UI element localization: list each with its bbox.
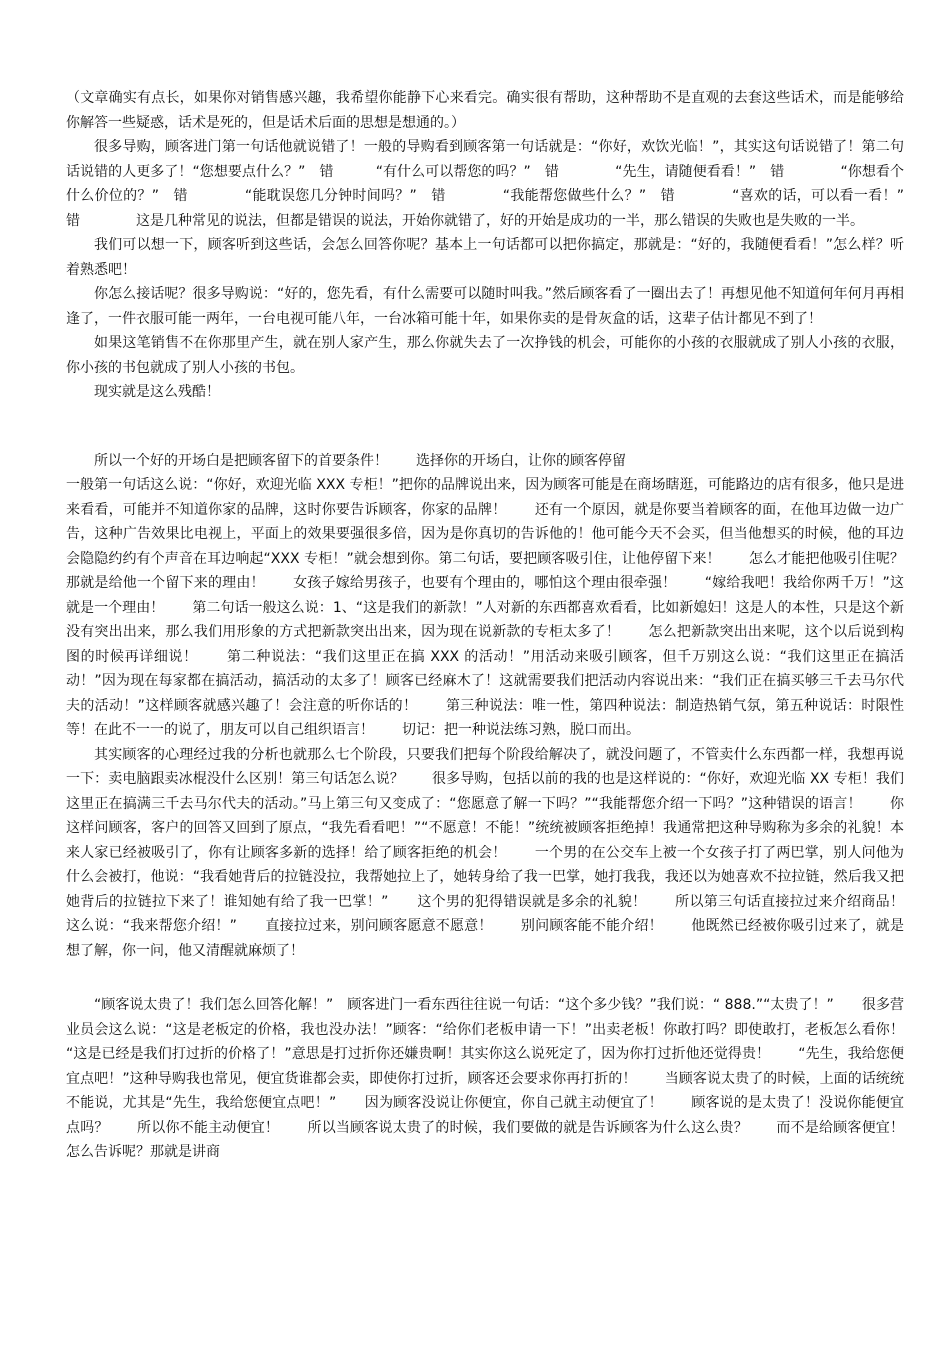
section-intro [66, 86, 918, 405]
preface-paragraph: （文章确实有点长，如果你对销售感兴趣，我希望你能静下心来看完。确实很有帮助，这种帮助不是直观的去套这些话术，而是能够给你解答一些疑惑，话术是死的，但是话术后面的思想是想通的。） [66, 90, 904, 131]
paragraph-greeting-mistakes: 很多导购，顾客进门第一句话他就说错了！一般的导购看到顾客第一句话就是：“你好，欢饮光临！”，其实这句话说错了！第二句话说错的人更多了！“您想要点什么？” 错 “有什么可以帮您的吗？” 错 “先生，请随便看看！” 错 “你想看个什么价位的？” 错 “能耽误您几分钟时间吗？” 错 “我能帮您做些什么？” 错 “喜欢的话，可以看一看！” 错 这是几种常见的说法，但都是错误的说法，开始你就错了，好的开始是成功的一半，那么错误的失败也是失败的一半。 [66, 139, 918, 229]
paragraph-opening-heading: 所以一个好的开场白是把顾客留下的首要条件！ 选择你的开场白，让你的顾客停留 [94, 452, 626, 469]
section-opening-lines [66, 449, 932, 964]
paragraph-customer-reply: 我们可以想一下，顾客听到这些话，会怎么回答你呢？基本上一句话都可以把你搞定，那就是：“好的，我随便看看！”怎么样？听着熟悉吧！ [66, 237, 904, 278]
document-page [66, 86, 932, 1165]
paragraph-how-to-respond: 你怎么接话呢？很多导购说：“好的，您先看，有什么需要可以随时叫我。”然后顾客看了一圈出去了！再想见他不知道何年何月再相逢了，一件衣服可能一两年，一台电视可能八年，一台冰箱可能十年，如果你卖的是骨灰盒的话，这辈子估计都见不到了！ [66, 286, 904, 327]
paragraph-third-sentence: 其实顾客的心理经过我的分析也就那么七个阶段，只要我们把每个阶段给解决了，就没问题了，不管卖什么东西都一样，我想再说一下：卖电脑跟卖冰棍没什么区别！第三句话怎么说？ 很多导购，包括以前的我的也是这样说的：“你好，欢迎光临 XX 专柜！我们这里正在搞满三千去马尔代夫的活动。”马上第三句又变成了：“您愿意了解一下吗？”“我能帮您介绍一下吗？”这种错误的语言！ 你这样问顾客，客户的回答又回到了原点，“我先看看吧！”“不愿意！不能！”统统被顾客拒绝掉！我通常把这种导购称为多余的礼貌！本来人家已经被吸引了，你有让顾客多新的选择！给了顾客拒绝的机会！ 一个男的在公交车上被一个女孩子打了两巴掌，别人问他为什么会被打，他说：“我看她背后的拉链没拉，我帮她拉上了，她转身给了我一巴掌，她打我我，我还以为她喜欢不拉拉链，然后我又把她背后的拉链拉下来了！谁知她有给了我一巴掌！” 这个男的犯得错误就是多余的礼貌！ 所以第三句话直接拉过来介绍商品！ 这么说：“我来帮您介绍！” 直接拉过来，别问顾客愿意不愿意！ 别问顾客能不能介绍！ 他既然已经被你吸引过来了，就是想了解，你一问，他又清醒就麻烦了！ [66, 746, 932, 959]
paragraph-too-expensive: “顾客说太贵了！我们怎么回答化解！” 顾客进门一看东西往往说一句话：“这个多少钱？”我们说：“ 888.”“太贵了！” 很多营业员会这么说：“这是老板定的价格，我也没办法！”顾客：“给你们老板申请一下！”出卖老板！你敢打吗？即使敢打，老板怎么看你！ “这是已经是我们打过折的价格了！”意思是打过折你还嫌贵啊！其实你这么说死定了，因为你打过折他还觉得贵！ “先生，我给您便宜点吧！”这种导购我也常见，便宜货谁都会卖，即使你打过折，顾客还会要求你再打折的！ 当顾客说太贵了的时候，上面的话统统不能说，尤其是“先生，我给您便宜点吧！” 因为顾客没说让你便宜，你自己就主动便宜了！ 顾客说的是太贵了！没说你能便宜点吗？ 所以你不能主动便宜！ 所以当顾客说太贵了的时候，我们要做的就是告诉顾客为什么这么贵？ 而不是给顾客便宜！ 怎么告诉呢？那就是讲商 [66, 997, 932, 1160]
section-price-objection [66, 993, 932, 1165]
paragraph-lost-sale: 如果这笔销售不在你那里产生，就在别人家产生，那么你就失去了一次挣钱的机会，可能你的小孩的衣服就成了别人小孩的衣服，你小孩的书包就成了别人小孩的书包。 [66, 335, 904, 376]
paragraph-first-second-sentence: 一般第一句话这么说：“你好，欢迎光临 XXX 专柜！”把你的品牌说出来，因为顾客可能是在商场瞎逛，可能路边的店有很多，他只是进来看看，可能并不知道你家的品牌，这时你要告诉顾客，你家的品牌！ 还有一个原因，就是你要当着顾客的面，在他耳边做一边广告，这种广告效果比电视上，平面上的效果要强很多倍，因为是你真切的告诉他的！他可能今天不会买，但当他想买的时候，他的耳边会隐隐约约有个声音在耳边响起“XXX 专柜！”就会想到你。第二句话，要把顾客吸引住，让他停留下来！ 怎么才能把他吸引住呢？ 那就是给他一个留下来的理由！ 女孩子嫁给男孩子，也要有个理由的，哪怕这个理由很牵强！ “嫁给我吧！我给你两千万！”这就是一个理由！ 第二句话一般这么说：1、“这是我们的新款！”人对新的东西都喜欢看看，比如新媳妇！这是人的本性，只是这个新没有突出出来，那么我们用形象的方式把新款突出出来，因为现在说新款的专柜太多了！ 怎么把新款突出出来呢，这个以后说到构图的时候再详细说！ 第二种说法：“我们这里正在搞 XXX 的活动！”用活动来吸引顾客，但千万别这么说：“我们这里正在搞活动！”因为现在每家都在搞活动，搞活动的太多了！顾客已经麻木了！这就需要我们把活动内容说出来：“我们正在搞买够三千去马尔代夫的活动！”这样顾客就感兴趣了！会注意的听你话的！ 第三种说法：唯一性，第四种说法：制造热销气氛，第五种说话：时限性等！在此不一一的说了，朋友可以自己组织语言！ 切记：把一种说法练习熟，脱口而出。 [66, 477, 932, 738]
paragraph-reality: 现实就是这么残酷！ [94, 384, 220, 400]
